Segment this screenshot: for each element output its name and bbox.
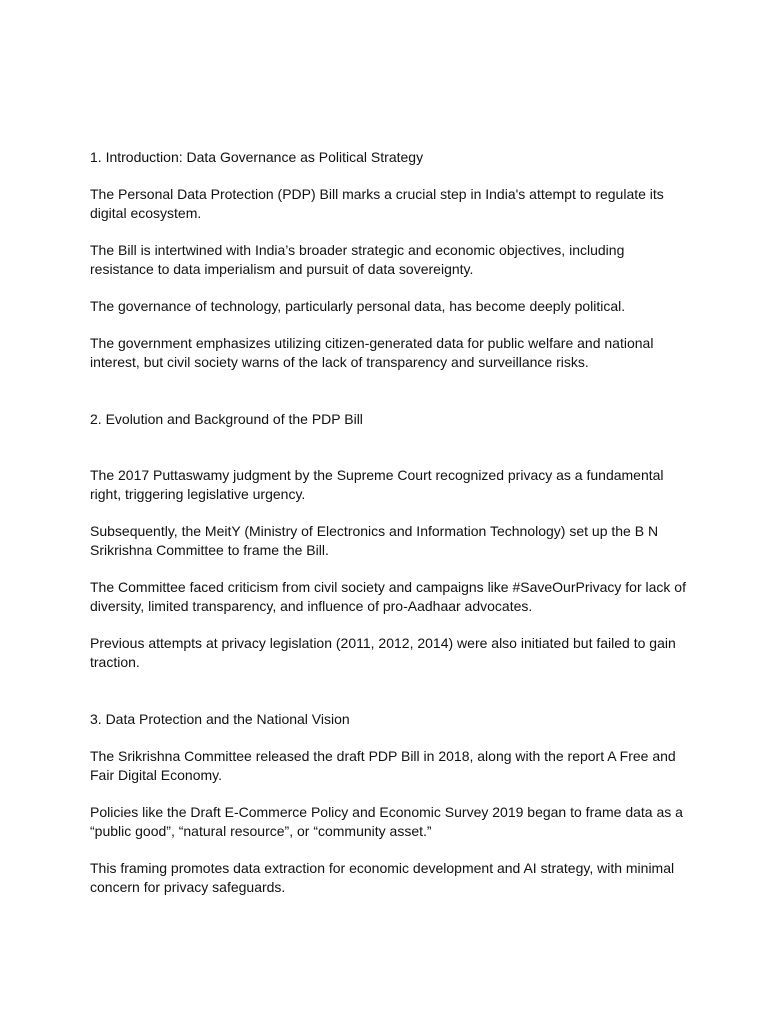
paragraph: The Srikrishna Committee released the draft PDP Bill in 2018, along with the report A Free and Fair Digital Economy. [90, 748, 676, 783]
paragraph: The 2017 Puttaswamy judgment by the Supreme Court recognized privacy as a fundamental right, triggering legislative urgency. [90, 467, 664, 502]
paragraph: The government emphasizes utilizing citizen-generated data for public welfare and national interest, but civil society warns of the lack of transparency and surveillance risks. [90, 335, 654, 370]
paragraph: The Personal Data Protection (PDP) Bill marks a crucial step in India's attempt to regulate its digital ecosystem. [90, 186, 664, 221]
document-body [90, 148, 690, 915]
paragraph: Subsequently, the MeitY (Ministry of Electronics and Information Technology) set up the B N Srikrishna Committee to frame the Bill. [90, 523, 659, 558]
section-heading-evolution: 2. Evolution and Background of the PDP Bill [90, 411, 363, 427]
paragraph: This framing promotes data extraction for economic development and AI strategy, with minimal concern for privacy safeguards. [90, 860, 675, 895]
paragraph: Policies like the Draft E-Commerce Policy and Economic Survey 2019 began to frame data as a “public good”, “natural resource”, or “community asset.” [90, 804, 683, 839]
section-heading-introduction: 1. Introduction: Data Governance as Political Strategy [90, 149, 424, 165]
paragraph: The Committee faced criticism from civil society and campaigns like #SaveOurPrivacy for lack of diversity, limited transparency, and influence of pro-Aadhaar advocates. [90, 579, 686, 614]
paragraph: The governance of technology, particularly personal data, has become deeply political. [90, 298, 626, 314]
paragraph: Previous attempts at privacy legislation (2011, 2012, 2014) were also initiated but failed to gain traction. [90, 635, 676, 670]
section-heading-national-vision: 3. Data Protection and the National Vision [90, 711, 350, 727]
paragraph: The Bill is intertwined with India’s broader strategic and economic objectives, including resistance to data imperialism and pursuit of data sovereignty. [90, 242, 625, 277]
